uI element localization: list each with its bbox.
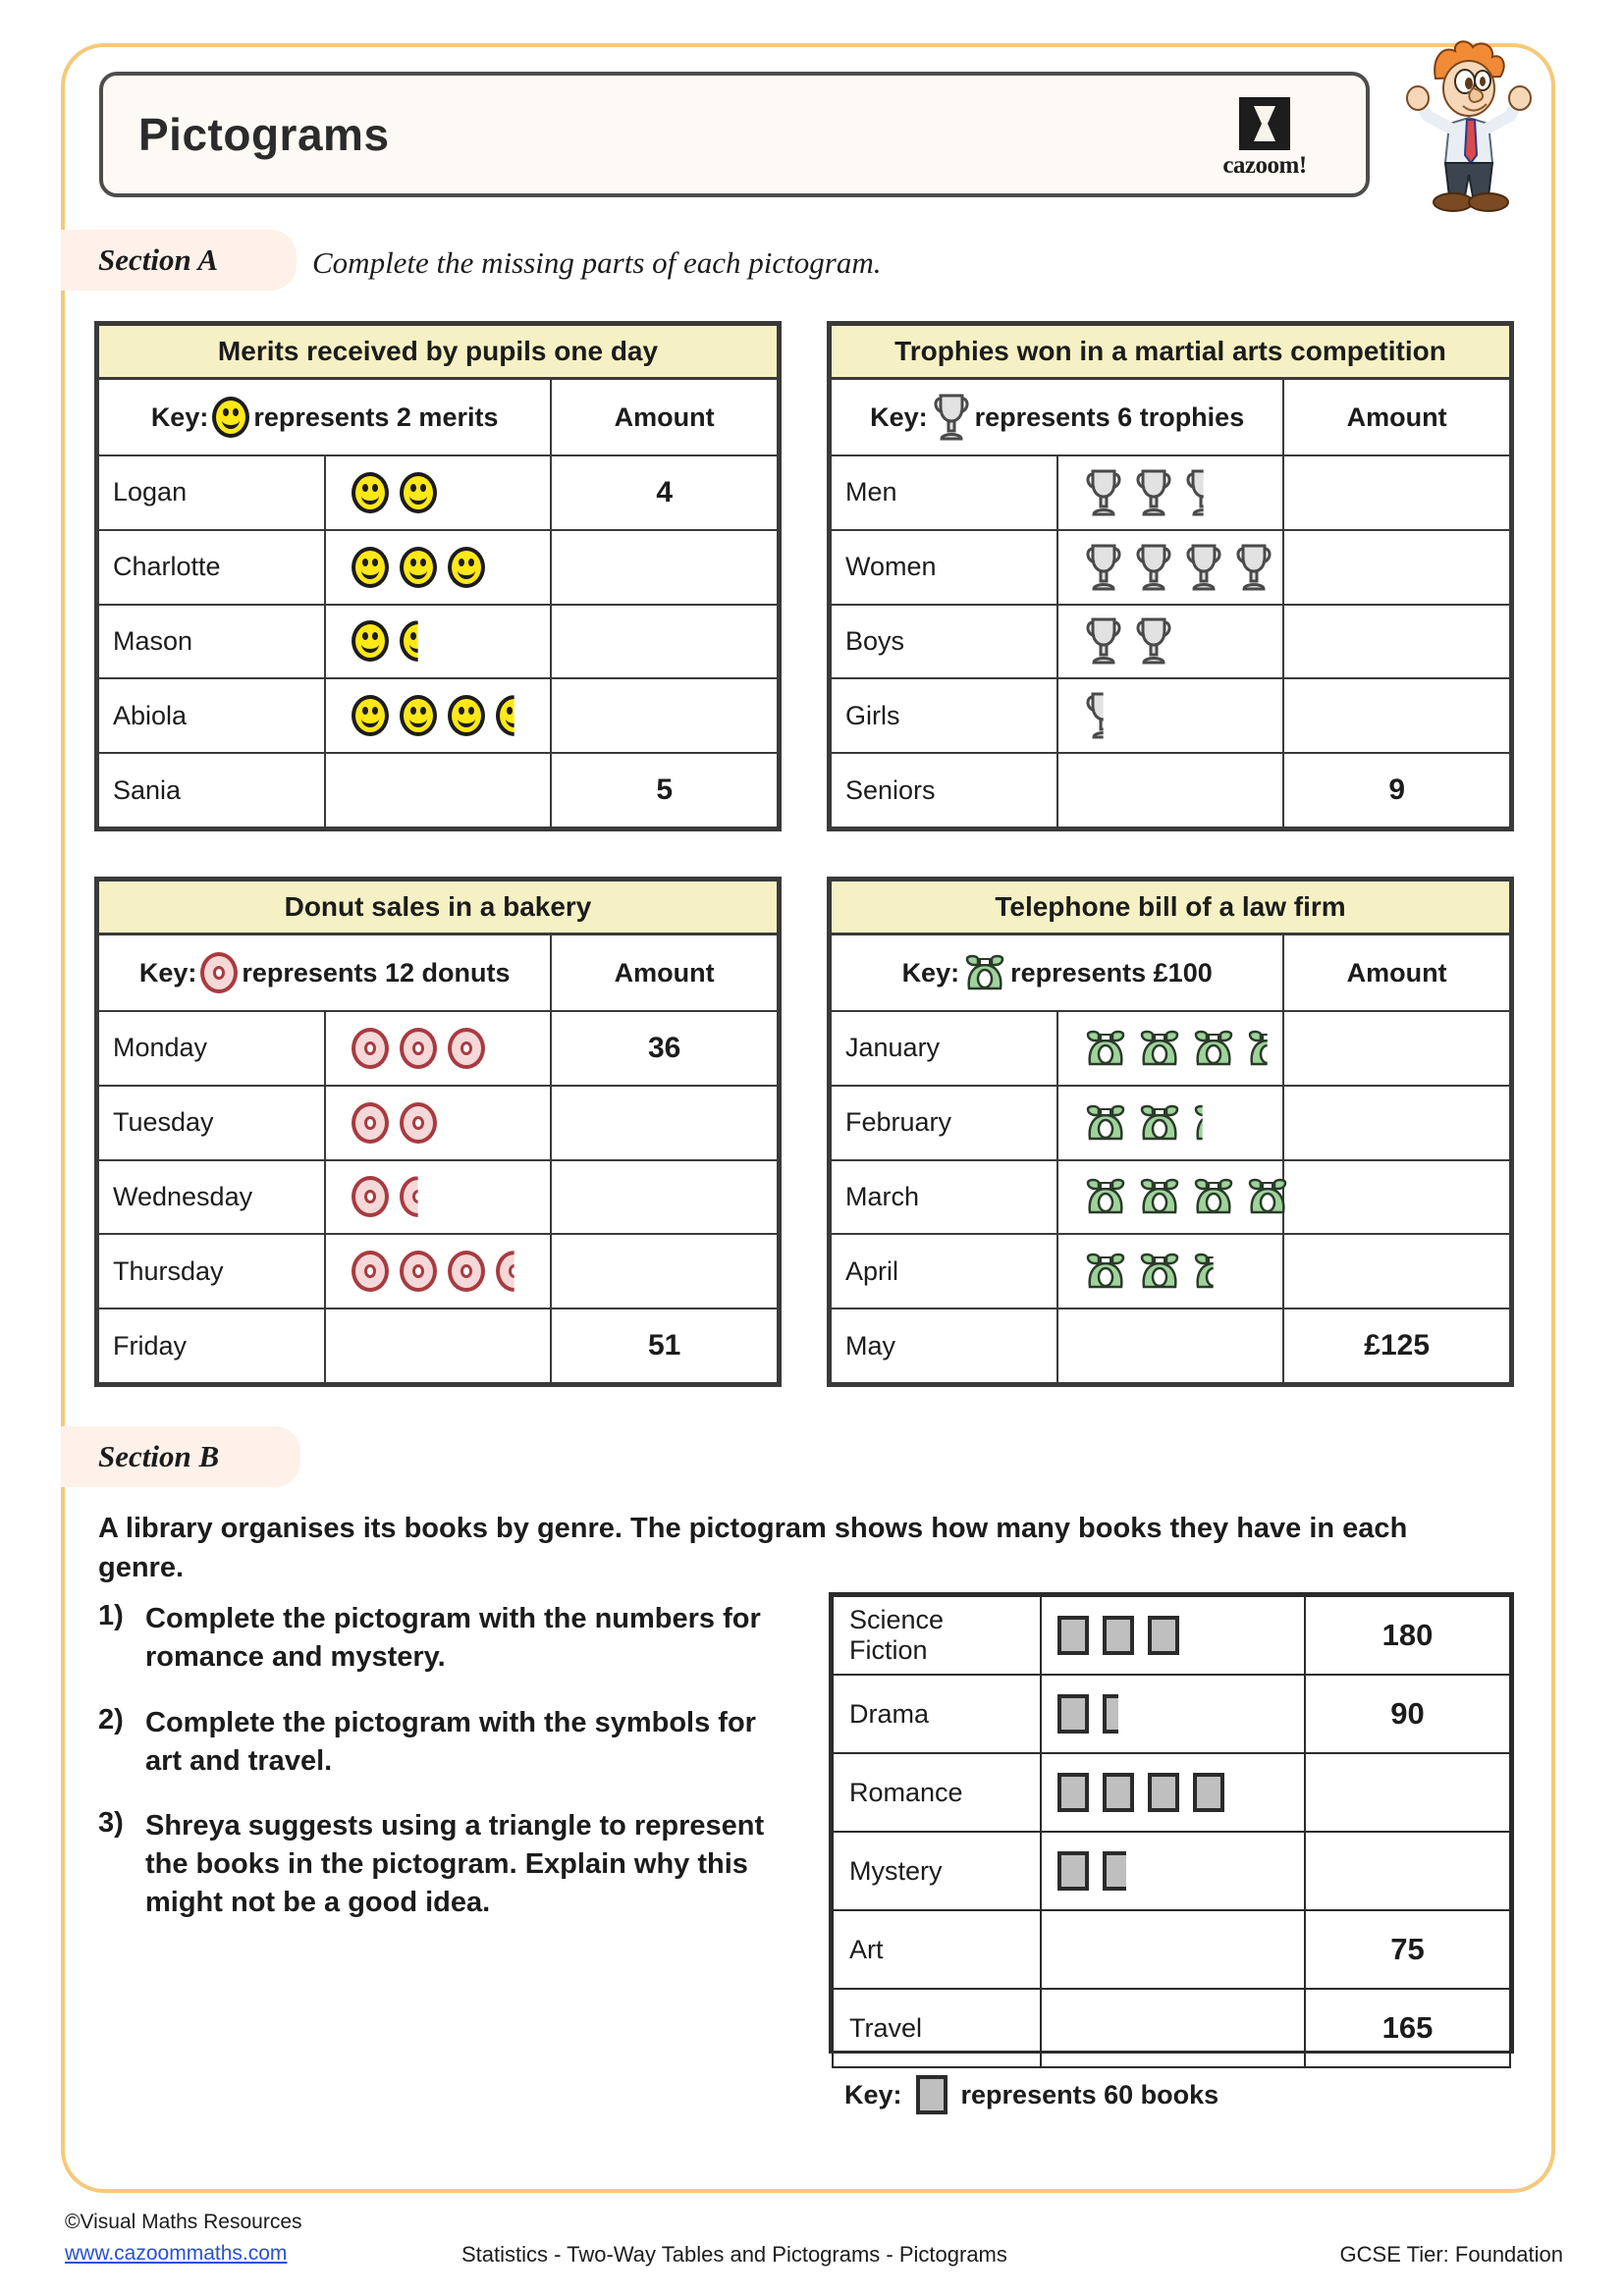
section-b-bar bbox=[61, 1426, 300, 1487]
row-amount[interactable] bbox=[1305, 1832, 1510, 1910]
cazoom-wordmark: cazoom! bbox=[1222, 152, 1307, 179]
telephone-icon bbox=[1138, 1103, 1181, 1143]
book-block-icon bbox=[916, 2075, 947, 2114]
symbol-group bbox=[352, 537, 537, 598]
smiley-face-icon-partial bbox=[400, 620, 437, 662]
key-text: represents 12 donuts bbox=[242, 957, 511, 988]
row-label: February bbox=[831, 1086, 1057, 1160]
symbol-group bbox=[1057, 1683, 1288, 1744]
smile-mouth bbox=[458, 715, 475, 727]
section-a-bar bbox=[61, 230, 297, 291]
symbol-group bbox=[1084, 1241, 1270, 1302]
book-block-icon-partial bbox=[1103, 1694, 1134, 1734]
table-key bbox=[831, 934, 1283, 1012]
table-row bbox=[98, 753, 778, 828]
symbol-group bbox=[1084, 1018, 1270, 1079]
book-block-icon bbox=[1057, 1851, 1089, 1891]
key-text: represents 2 merits bbox=[253, 401, 499, 432]
donut-icon bbox=[448, 1251, 485, 1292]
table-row bbox=[833, 1910, 1510, 1989]
trophy-icon bbox=[1134, 467, 1173, 518]
row-amount[interactable] bbox=[1283, 1086, 1510, 1160]
telephone-icon bbox=[1192, 1029, 1235, 1068]
telephone-icon bbox=[1084, 1103, 1127, 1143]
row-label: Women bbox=[831, 530, 1057, 605]
book-block-icon bbox=[1148, 1616, 1179, 1655]
row-symbols[interactable] bbox=[1041, 1910, 1305, 1989]
book-block-icon bbox=[1057, 1616, 1089, 1655]
telephone-icon bbox=[1084, 1177, 1127, 1216]
trophy-icon bbox=[1134, 615, 1173, 667]
telephone-icon bbox=[1138, 1029, 1181, 1068]
row-amount[interactable] bbox=[1283, 1234, 1510, 1308]
table-row bbox=[831, 1011, 1510, 1086]
trophy-icon bbox=[1084, 615, 1123, 667]
library-key-prefix: Key: bbox=[844, 2079, 902, 2109]
row-label: April bbox=[831, 1234, 1057, 1308]
row-amount[interactable]: 9 bbox=[1283, 753, 1510, 828]
symbol-group bbox=[352, 1315, 537, 1376]
key-prefix: Key: bbox=[901, 957, 960, 988]
question-number: 3) bbox=[98, 1807, 124, 1840]
pictogram-table-telephone bbox=[827, 877, 1514, 1387]
table-key bbox=[98, 379, 551, 456]
book-block-icon-partial bbox=[1103, 1851, 1134, 1891]
row-label: Mason bbox=[98, 605, 325, 679]
question-number: 2) bbox=[98, 1703, 124, 1735]
table-row bbox=[833, 1675, 1510, 1753]
row-label: Abiola bbox=[98, 678, 325, 753]
amount-header: Amount bbox=[551, 379, 778, 456]
symbol-group bbox=[1057, 1998, 1288, 2058]
row-amount[interactable] bbox=[1283, 530, 1510, 605]
row-symbols[interactable] bbox=[1057, 753, 1284, 828]
table-key bbox=[98, 934, 551, 1012]
row-symbols[interactable] bbox=[325, 530, 552, 605]
trophy-icon bbox=[1134, 542, 1173, 593]
row-symbols[interactable] bbox=[325, 1011, 552, 1086]
symbol-group bbox=[1084, 685, 1270, 746]
row-amount[interactable] bbox=[1283, 1160, 1510, 1235]
row-amount[interactable] bbox=[1283, 678, 1510, 753]
book-block-icon bbox=[1103, 1773, 1134, 1812]
book-block-icon bbox=[1103, 1616, 1134, 1655]
cartoon-teacher-mascot bbox=[1398, 37, 1536, 214]
row-label: May bbox=[831, 1308, 1057, 1383]
table-key bbox=[831, 379, 1283, 456]
row-label: Charlotte bbox=[98, 530, 325, 605]
telephone-icon-partial bbox=[1246, 1029, 1289, 1068]
footer-tier: GCSE Tier: Foundation bbox=[1339, 2242, 1563, 2267]
row-amount[interactable]: £125 bbox=[1283, 1308, 1510, 1383]
telephone-icon-partial bbox=[1192, 1103, 1235, 1143]
list-item bbox=[98, 1600, 766, 1677]
donut-icon bbox=[496, 1251, 533, 1292]
table-row bbox=[833, 1832, 1510, 1910]
row-amount[interactable]: 51 bbox=[551, 1308, 778, 1383]
table-row bbox=[831, 678, 1510, 753]
table-title: Donut sales in a bakery bbox=[98, 881, 778, 934]
smiley-face-icon bbox=[212, 397, 249, 438]
table-row bbox=[831, 605, 1510, 679]
table-row bbox=[831, 1160, 1510, 1235]
row-label: Science Fiction bbox=[833, 1596, 1041, 1675]
question-text: Shreya suggests using a triangle to represent the books in the pictogram. Explain why this might not be a good idea. bbox=[145, 1810, 765, 1919]
donut-icon bbox=[400, 1028, 437, 1069]
row-symbols[interactable] bbox=[1057, 1086, 1284, 1160]
trophy-icon bbox=[1184, 467, 1223, 518]
symbol-group bbox=[1057, 1841, 1288, 1901]
row-label: Travel bbox=[833, 1989, 1041, 2067]
row-symbols[interactable] bbox=[325, 455, 552, 530]
donut-icon bbox=[352, 1176, 389, 1217]
symbol-group bbox=[1057, 1762, 1288, 1823]
symbol-group bbox=[352, 685, 537, 746]
donut-icon bbox=[400, 1102, 437, 1144]
key-prefix: Key: bbox=[870, 401, 928, 432]
row-symbols[interactable] bbox=[325, 753, 552, 828]
row-symbols[interactable] bbox=[1041, 1596, 1305, 1675]
smile-mouth bbox=[506, 715, 523, 727]
row-symbols[interactable] bbox=[325, 678, 552, 753]
smiley-face-icon bbox=[400, 620, 437, 662]
row-label: Sania bbox=[98, 753, 325, 828]
table-row bbox=[98, 1308, 778, 1383]
question-number: 1) bbox=[98, 1600, 124, 1631]
key-prefix: Key: bbox=[150, 401, 209, 432]
symbol-group bbox=[352, 1018, 537, 1079]
row-symbols[interactable] bbox=[1057, 678, 1284, 753]
symbol-group bbox=[352, 760, 537, 821]
symbol-group bbox=[352, 1166, 537, 1227]
donut-icon bbox=[200, 952, 238, 993]
row-amount[interactable]: 180 bbox=[1305, 1596, 1510, 1675]
page-title: Pictograms bbox=[138, 109, 390, 160]
telephone-icon bbox=[1084, 1252, 1127, 1291]
smiley-face-icon bbox=[352, 620, 389, 662]
row-amount[interactable]: 36 bbox=[551, 1011, 778, 1086]
worksheet-title-box bbox=[99, 72, 1370, 197]
row-amount[interactable]: 165 bbox=[1305, 1989, 1510, 2067]
symbol-group bbox=[1057, 1605, 1288, 1666]
library-key-text: represents 60 books bbox=[960, 2079, 1219, 2109]
pictogram-table-trophies bbox=[827, 321, 1514, 831]
telephone-icon bbox=[1246, 1029, 1289, 1068]
table-row bbox=[831, 530, 1510, 605]
row-label: Friday bbox=[98, 1308, 325, 1383]
symbol-group bbox=[352, 611, 537, 671]
row-symbols[interactable] bbox=[1057, 530, 1284, 605]
smile-mouth bbox=[458, 566, 475, 579]
telephone-icon bbox=[1192, 1103, 1235, 1143]
footer-topic: Statistics - Two-Way Tables and Pictograms - Pictograms bbox=[461, 2242, 1007, 2267]
symbol-group bbox=[1084, 760, 1270, 821]
donut-icon-partial bbox=[400, 1176, 437, 1217]
row-amount[interactable]: 4 bbox=[551, 455, 778, 530]
donut-icon bbox=[400, 1251, 437, 1292]
donut-icon-partial bbox=[496, 1251, 533, 1292]
amount-header: Amount bbox=[1283, 379, 1510, 456]
row-symbols[interactable] bbox=[325, 1086, 552, 1160]
smiley-face-icon bbox=[400, 472, 437, 513]
symbol-group bbox=[1084, 611, 1270, 671]
row-amount[interactable] bbox=[1283, 455, 1510, 530]
table-row bbox=[98, 1160, 778, 1235]
smiley-face-icon bbox=[496, 695, 533, 736]
telephone-icon bbox=[1192, 1177, 1235, 1216]
table-row bbox=[98, 455, 778, 530]
amount-header: Amount bbox=[1283, 934, 1510, 1012]
row-symbols[interactable] bbox=[1041, 1832, 1305, 1910]
row-amount[interactable] bbox=[1283, 1011, 1510, 1086]
smiley-face-icon bbox=[352, 547, 389, 588]
smiley-face-icon bbox=[352, 695, 389, 736]
donut-icon bbox=[352, 1028, 389, 1069]
row-amount[interactable] bbox=[551, 1234, 778, 1308]
row-amount[interactable] bbox=[551, 530, 778, 605]
hourglass-icon bbox=[1239, 97, 1290, 150]
row-label: Mystery bbox=[833, 1832, 1041, 1910]
row-amount[interactable] bbox=[551, 1086, 778, 1160]
symbol-group bbox=[1084, 462, 1270, 523]
book-block-icon bbox=[1103, 1694, 1134, 1734]
smile-mouth bbox=[409, 715, 427, 727]
row-symbols[interactable] bbox=[1057, 1011, 1284, 1086]
row-symbols[interactable] bbox=[1041, 1989, 1305, 2067]
row-symbols[interactable] bbox=[325, 605, 552, 679]
pictogram-table-donuts bbox=[94, 877, 782, 1387]
telephone-icon-partial bbox=[1192, 1252, 1235, 1291]
smiley-face-icon-partial bbox=[496, 695, 533, 736]
trophy-icon bbox=[1184, 542, 1223, 593]
row-amount[interactable]: 75 bbox=[1305, 1910, 1510, 1989]
row-symbols[interactable] bbox=[325, 1160, 552, 1235]
table-row bbox=[833, 1596, 1510, 1675]
table-row bbox=[831, 1234, 1510, 1308]
smile-mouth bbox=[361, 715, 379, 727]
smile-mouth bbox=[409, 492, 427, 505]
telephone-icon bbox=[963, 953, 1006, 992]
row-label: Romance bbox=[833, 1753, 1041, 1832]
row-symbols[interactable] bbox=[1057, 1160, 1284, 1235]
section-b-intro: A library organises its books by genre. The pictogram shows how many books they have in each genre. bbox=[98, 1513, 1408, 1584]
table-row bbox=[831, 1308, 1510, 1383]
symbol-group bbox=[1084, 1093, 1270, 1153]
key-text: represents 6 trophies bbox=[974, 401, 1245, 432]
smile-mouth bbox=[409, 640, 427, 653]
book-block-icon bbox=[1057, 1694, 1089, 1734]
list-item bbox=[98, 1704, 766, 1781]
book-block-icon bbox=[1057, 1773, 1089, 1812]
row-symbols[interactable] bbox=[1041, 1753, 1305, 1832]
smile-mouth bbox=[361, 566, 379, 579]
telephone-icon bbox=[1246, 1177, 1289, 1216]
row-amount[interactable] bbox=[1305, 1753, 1510, 1832]
table-row bbox=[98, 1234, 778, 1308]
table-row bbox=[98, 530, 778, 605]
trophy-icon bbox=[932, 392, 971, 443]
row-label: March bbox=[831, 1160, 1057, 1235]
footer-website-link[interactable]: www.cazoommaths.com bbox=[65, 2242, 288, 2265]
symbol-group bbox=[1084, 1315, 1270, 1376]
section-b-question-list bbox=[98, 1600, 766, 1949]
pictogram-table-library bbox=[829, 1592, 1514, 2054]
section-b-label: Section B bbox=[98, 1439, 220, 1473]
table-row bbox=[98, 1086, 778, 1160]
symbol-group bbox=[352, 1093, 537, 1153]
smile-mouth bbox=[361, 640, 379, 653]
table-row bbox=[833, 1753, 1510, 1832]
smile-mouth bbox=[409, 566, 427, 579]
symbol-group bbox=[1057, 1919, 1288, 1980]
key-prefix: Key: bbox=[138, 957, 197, 988]
row-amount[interactable] bbox=[551, 678, 778, 753]
smiley-face-icon bbox=[400, 547, 437, 588]
row-label: Drama bbox=[833, 1675, 1041, 1753]
row-amount[interactable]: 5 bbox=[551, 753, 778, 828]
row-label: Wednesday bbox=[98, 1160, 325, 1235]
library-key bbox=[844, 2075, 1218, 2114]
row-label: Logan bbox=[98, 455, 325, 530]
section-a-label: Section A bbox=[98, 242, 219, 277]
table-title: Trophies won in a martial arts competition bbox=[831, 325, 1510, 379]
donut-icon bbox=[400, 1176, 437, 1217]
table-title: Telephone bill of a law firm bbox=[831, 881, 1510, 934]
section-a-instruction: Complete the missing parts of each pictogram. bbox=[312, 245, 882, 280]
smile-mouth bbox=[222, 416, 240, 429]
row-amount[interactable]: 90 bbox=[1305, 1675, 1510, 1753]
smiley-face-icon bbox=[448, 547, 485, 588]
row-label: Girls bbox=[831, 678, 1057, 753]
symbol-group bbox=[352, 1241, 537, 1302]
book-block-icon bbox=[1148, 1773, 1179, 1812]
question-text: Complete the pictogram with the numbers for romance and mystery. bbox=[145, 1603, 761, 1673]
smile-mouth bbox=[361, 492, 379, 505]
row-label: Thursday bbox=[98, 1234, 325, 1308]
row-symbols[interactable] bbox=[1057, 1308, 1284, 1383]
question-text: Complete the pictogram with the symbols for art and travel. bbox=[145, 1706, 756, 1777]
table-row bbox=[831, 753, 1510, 828]
symbol-group bbox=[1084, 537, 1270, 598]
table-row bbox=[831, 455, 1510, 530]
row-label: Boys bbox=[831, 605, 1057, 679]
row-label: Men bbox=[831, 455, 1057, 530]
donut-icon bbox=[352, 1251, 389, 1292]
smiley-face-icon bbox=[352, 472, 389, 513]
table-row bbox=[98, 605, 778, 679]
smiley-face-icon bbox=[448, 695, 485, 736]
telephone-icon bbox=[1084, 1029, 1127, 1068]
book-block-icon bbox=[1103, 1851, 1134, 1891]
amount-header: Amount bbox=[551, 934, 778, 1012]
donut-icon bbox=[352, 1102, 389, 1144]
trophy-icon bbox=[1084, 542, 1123, 593]
trophy-icon bbox=[1084, 690, 1123, 741]
book-block-icon bbox=[1193, 1773, 1224, 1812]
row-symbols[interactable] bbox=[1057, 455, 1284, 530]
row-amount[interactable] bbox=[1283, 605, 1510, 679]
trophy-icon bbox=[1084, 467, 1123, 518]
row-symbols[interactable] bbox=[1041, 1675, 1305, 1753]
trophy-icon bbox=[1234, 542, 1273, 593]
row-symbols[interactable] bbox=[1057, 1234, 1284, 1308]
telephone-icon bbox=[1138, 1252, 1181, 1291]
row-label: Art bbox=[833, 1910, 1041, 1989]
trophy-icon-partial bbox=[1184, 467, 1223, 518]
footer-copyright: ©Visual Maths Resources bbox=[65, 2211, 302, 2233]
donut-icon bbox=[448, 1028, 485, 1069]
table-row bbox=[98, 678, 778, 753]
smiley-face-icon bbox=[400, 695, 437, 736]
symbol-group bbox=[352, 462, 537, 523]
table-title: Merits received by pupils one day bbox=[98, 325, 778, 379]
row-label: Tuesday bbox=[98, 1086, 325, 1160]
row-amount[interactable] bbox=[551, 1160, 778, 1235]
table-row bbox=[833, 1989, 1510, 2067]
row-label: Monday bbox=[98, 1011, 325, 1086]
row-label: January bbox=[831, 1011, 1057, 1086]
table-row bbox=[98, 1011, 778, 1086]
row-symbols[interactable] bbox=[1057, 605, 1284, 679]
table-row bbox=[831, 1086, 1510, 1160]
row-symbols[interactable] bbox=[325, 1308, 552, 1383]
cazoom-logo bbox=[1181, 91, 1348, 186]
row-amount[interactable] bbox=[551, 605, 778, 679]
telephone-icon bbox=[1138, 1177, 1181, 1216]
telephone-icon bbox=[1192, 1252, 1235, 1291]
list-item bbox=[98, 1807, 766, 1922]
row-label: Seniors bbox=[831, 753, 1057, 828]
symbol-group bbox=[1084, 1166, 1270, 1227]
trophy-icon-partial bbox=[1084, 690, 1123, 741]
pictogram-table-merits bbox=[94, 321, 782, 831]
key-text: represents £100 bbox=[1010, 957, 1213, 988]
row-symbols[interactable] bbox=[325, 1234, 552, 1308]
